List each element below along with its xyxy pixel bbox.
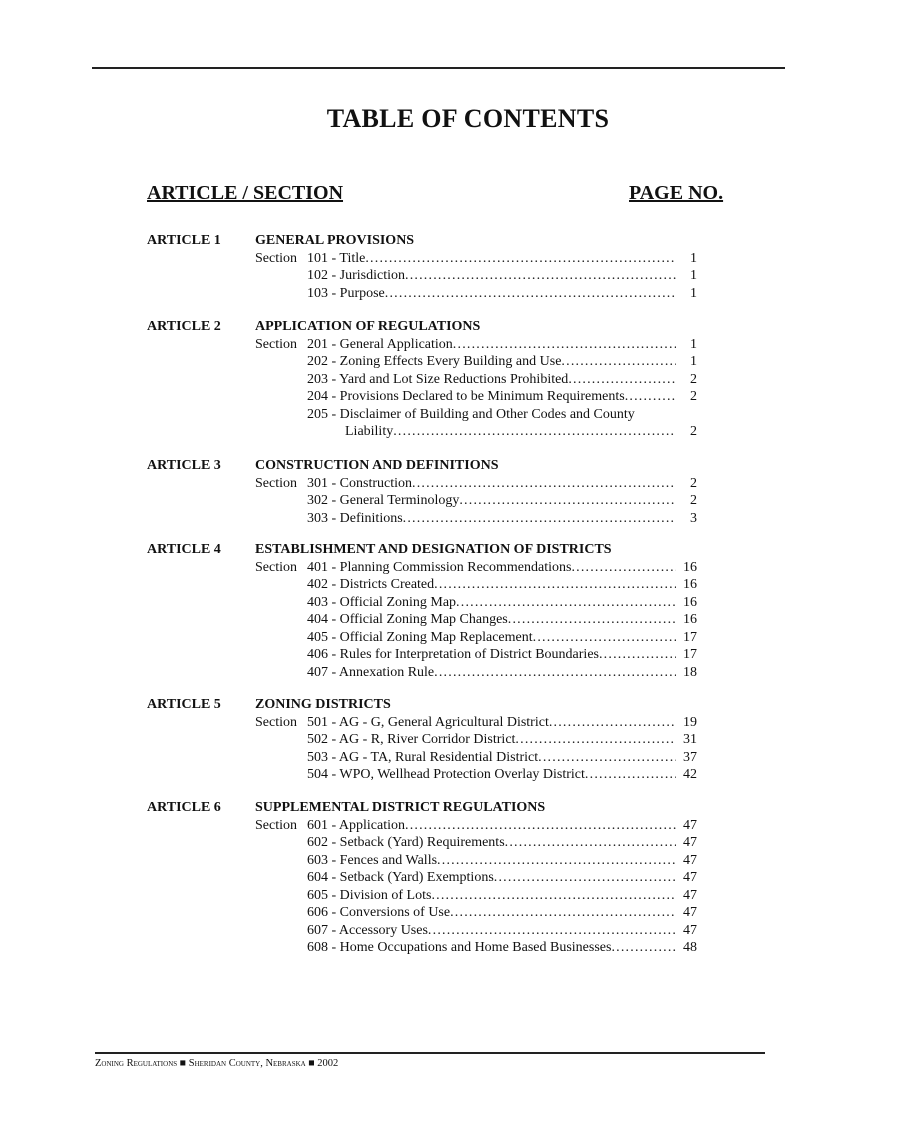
section-word xyxy=(255,852,307,870)
toc-entry xyxy=(255,852,697,870)
top-rule xyxy=(92,67,785,69)
section-word xyxy=(255,371,307,389)
dot-leader xyxy=(456,594,676,612)
entry-title: 607 - Accessory Uses xyxy=(307,922,428,938)
page-number: 3 xyxy=(690,510,697,526)
dot-leader xyxy=(405,817,676,835)
section-word xyxy=(255,353,307,371)
dot-leader xyxy=(538,749,676,767)
page-number: 47 xyxy=(683,835,697,850)
page-number: 18 xyxy=(683,664,697,680)
entry-title: 203 - Yard and Lot Size Reductions Prohibited xyxy=(307,371,569,387)
entry-title: 201 - General Application xyxy=(307,336,453,352)
section-word xyxy=(255,594,307,612)
section-word: Section xyxy=(255,559,297,575)
toc-entry xyxy=(255,559,697,577)
dot-leader xyxy=(508,611,676,629)
dot-leader xyxy=(549,714,676,732)
section-word: Section xyxy=(255,714,297,730)
page-number: 16 xyxy=(683,594,697,610)
page-number: 16 xyxy=(683,559,697,575)
article-heading: APPLICATION OF REGULATIONS xyxy=(255,319,481,334)
entry-title: 101 - Title xyxy=(307,250,366,266)
page-number: 2 xyxy=(690,493,697,508)
section-word xyxy=(255,492,307,510)
section-word xyxy=(255,887,307,905)
entry-title: 102 - Jurisdiction xyxy=(307,268,405,283)
article-block xyxy=(147,541,707,681)
toc-entry xyxy=(255,250,697,268)
entry-title: 406 - Rules for Interpretation of District Boundaries xyxy=(307,647,599,662)
section-word xyxy=(255,285,307,303)
page-number: 47 xyxy=(683,870,697,885)
entry-title: 404 - Official Zoning Map Changes xyxy=(307,612,508,627)
dot-leader xyxy=(434,576,676,594)
article-heading: SUPPLEMENTAL DISTRICT REGULATIONS xyxy=(255,800,546,815)
article-heading: ZONING DISTRICTS xyxy=(255,697,391,712)
toc-entry xyxy=(255,714,697,732)
page-number: 17 xyxy=(683,629,697,645)
toc-entry xyxy=(255,869,697,887)
page-number: 2 xyxy=(690,371,697,387)
article-block xyxy=(147,232,707,302)
page-number: 47 xyxy=(683,887,697,903)
toc-entry xyxy=(255,904,697,922)
toc-entry xyxy=(255,285,697,303)
toc-entry xyxy=(255,817,697,835)
dot-leader xyxy=(403,510,676,528)
entry-title: 403 - Official Zoning Map xyxy=(307,594,457,610)
dot-leader xyxy=(505,834,676,852)
entry-title: 401 - Planning Commission Recommendations xyxy=(307,559,572,575)
section-word xyxy=(255,267,307,285)
dot-leader xyxy=(611,939,676,957)
page-number: 2 xyxy=(690,424,697,439)
entry-title: 407 - Annexation Rule xyxy=(307,664,435,680)
page-number: 1 xyxy=(690,268,697,283)
section-word: Section xyxy=(255,817,297,833)
page-number: 47 xyxy=(683,817,697,833)
section-word xyxy=(255,576,307,594)
footer-text: Zoning Regulations ■ Sheridan County, Nebraska ■ 2002 xyxy=(95,1058,339,1069)
toc-entry xyxy=(255,749,697,767)
section-word xyxy=(255,388,307,406)
toc-entry xyxy=(255,406,697,424)
toc-entry xyxy=(255,887,697,905)
article-heading: CONSTRUCTION AND DEFINITIONS xyxy=(255,458,499,473)
article-label: ARTICLE 5 xyxy=(147,697,221,712)
page-number: 47 xyxy=(683,905,697,920)
page-title: TABLE OF CONTENTS xyxy=(326,104,610,133)
toc-entry xyxy=(255,388,697,406)
entry-title: 604 - Setback (Yard) Exemptions xyxy=(307,870,494,885)
entry-title: 608 - Home Occupations and Home Based Businesses xyxy=(307,940,612,955)
dot-leader xyxy=(428,922,676,940)
dot-leader xyxy=(515,731,676,749)
toc-entry xyxy=(255,594,697,612)
article-block xyxy=(147,696,707,784)
entry-title: 603 - Fences and Walls xyxy=(307,852,438,868)
section-word xyxy=(255,834,307,852)
page-number: 47 xyxy=(683,852,697,868)
section-word xyxy=(255,629,307,647)
entry-title: 301 - Construction xyxy=(307,475,412,491)
dot-leader xyxy=(431,887,676,905)
spacer xyxy=(635,406,697,424)
dot-leader xyxy=(437,852,676,870)
toc-entry xyxy=(255,766,697,784)
toc-entry xyxy=(255,475,697,493)
article-label: ARTICLE 2 xyxy=(147,319,221,334)
section-word xyxy=(255,664,307,682)
toc-entry xyxy=(255,267,697,285)
section-word xyxy=(255,922,307,940)
toc-entry-continuation xyxy=(255,423,697,441)
dot-leader xyxy=(599,646,676,664)
entry-title: 202 - Zoning Effects Every Building and Use xyxy=(307,354,562,369)
toc-entry xyxy=(255,576,697,594)
entry-title: 303 - Definitions xyxy=(307,510,403,526)
entry-title: 606 - Conversions of Use xyxy=(307,905,451,920)
toc-entry xyxy=(255,510,697,528)
page-number: 31 xyxy=(683,732,697,747)
article-heading: ESTABLISHMENT AND DESIGNATION OF DISTRICTS xyxy=(255,542,612,557)
column-header-article-section: ARTICLE / SECTION xyxy=(147,182,344,204)
dot-leader xyxy=(412,475,676,493)
section-word: Section xyxy=(255,475,297,491)
entry-title: 503 - AG - TA, Rural Residential District xyxy=(307,749,539,765)
section-word xyxy=(255,766,307,784)
dot-leader xyxy=(494,869,676,887)
toc-entry xyxy=(255,336,697,354)
toc-entry xyxy=(255,371,697,389)
section-word xyxy=(255,749,307,767)
section-word xyxy=(255,939,307,957)
section-word xyxy=(255,510,307,528)
toc-entry xyxy=(255,353,697,371)
dot-leader xyxy=(453,336,676,354)
footer-rule xyxy=(95,1052,765,1054)
article-block xyxy=(147,799,707,957)
dot-leader xyxy=(434,664,676,682)
toc-entry xyxy=(255,629,697,647)
entry-title: 502 - AG - R, River Corridor District xyxy=(307,732,516,747)
entry-title: 602 - Setback (Yard) Requirements xyxy=(307,835,505,850)
toc-entry xyxy=(255,646,697,664)
page-number: 1 xyxy=(690,285,697,301)
entry-title: 601 - Application xyxy=(307,817,405,833)
page-number: 2 xyxy=(690,475,697,491)
toc-entry xyxy=(255,922,697,940)
section-word xyxy=(255,611,307,629)
page-number: 17 xyxy=(683,647,697,662)
entry-title: 205 - Disclaimer of Building and Other Codes and County xyxy=(307,406,635,422)
page-number: 2 xyxy=(690,389,697,404)
article-label: ARTICLE 1 xyxy=(147,233,221,248)
page-number: 1 xyxy=(690,250,697,266)
entry-title: 204 - Provisions Declared to be Minimum Requirements xyxy=(307,389,625,404)
section-word: Section xyxy=(255,336,297,352)
entry-title: 103 - Purpose xyxy=(307,285,385,301)
entry-title: 605 - Division of Lots xyxy=(307,887,432,903)
dot-leader xyxy=(450,904,676,922)
entry-title: 504 - WPO, Wellhead Protection Overlay District xyxy=(307,767,585,782)
entry-title: 402 - Districts Created xyxy=(307,577,435,592)
dot-leader xyxy=(571,559,676,577)
toc-entry xyxy=(255,492,697,510)
article-label: ARTICLE 6 xyxy=(147,800,221,815)
article-label: ARTICLE 3 xyxy=(147,458,221,473)
page-number: 1 xyxy=(690,354,697,369)
article-block xyxy=(147,318,707,441)
toc-entry xyxy=(255,664,697,682)
section-word: Section xyxy=(255,250,297,266)
dot-leader xyxy=(393,423,676,441)
dot-leader xyxy=(459,492,676,510)
toc-entry xyxy=(255,611,697,629)
section-word xyxy=(255,406,307,424)
entry-title: 302 - General Terminology xyxy=(307,493,460,508)
dot-leader xyxy=(405,267,676,285)
dot-leader xyxy=(533,629,676,647)
indent xyxy=(255,423,345,441)
article-heading: GENERAL PROVISIONS xyxy=(255,233,415,248)
toc-entry xyxy=(255,939,697,957)
page-number: 19 xyxy=(683,714,697,730)
section-word xyxy=(255,869,307,887)
section-word xyxy=(255,646,307,664)
entry-title: 501 - AG - G, General Agricultural District xyxy=(307,714,549,730)
page-number: 47 xyxy=(683,922,697,938)
toc-entry xyxy=(255,834,697,852)
dot-leader xyxy=(625,388,676,406)
page-number: 16 xyxy=(683,612,697,627)
column-header-page-no: PAGE NO. xyxy=(629,182,724,204)
dot-leader xyxy=(561,353,676,371)
page-number: 37 xyxy=(683,749,697,765)
page-number: 42 xyxy=(683,767,697,782)
article-label: ARTICLE 4 xyxy=(147,542,221,557)
dot-leader xyxy=(365,250,676,268)
dot-leader xyxy=(568,371,676,389)
dot-leader xyxy=(385,285,676,303)
page-number: 48 xyxy=(683,940,697,955)
section-word xyxy=(255,904,307,922)
toc-entry xyxy=(255,731,697,749)
page-number: 1 xyxy=(690,336,697,352)
article-block xyxy=(147,457,707,527)
page-number: 16 xyxy=(683,577,697,592)
section-word xyxy=(255,731,307,749)
entry-title-continuation: Liability xyxy=(345,424,394,439)
entry-title: 405 - Official Zoning Map Replacement xyxy=(307,629,533,645)
dot-leader xyxy=(585,766,676,784)
